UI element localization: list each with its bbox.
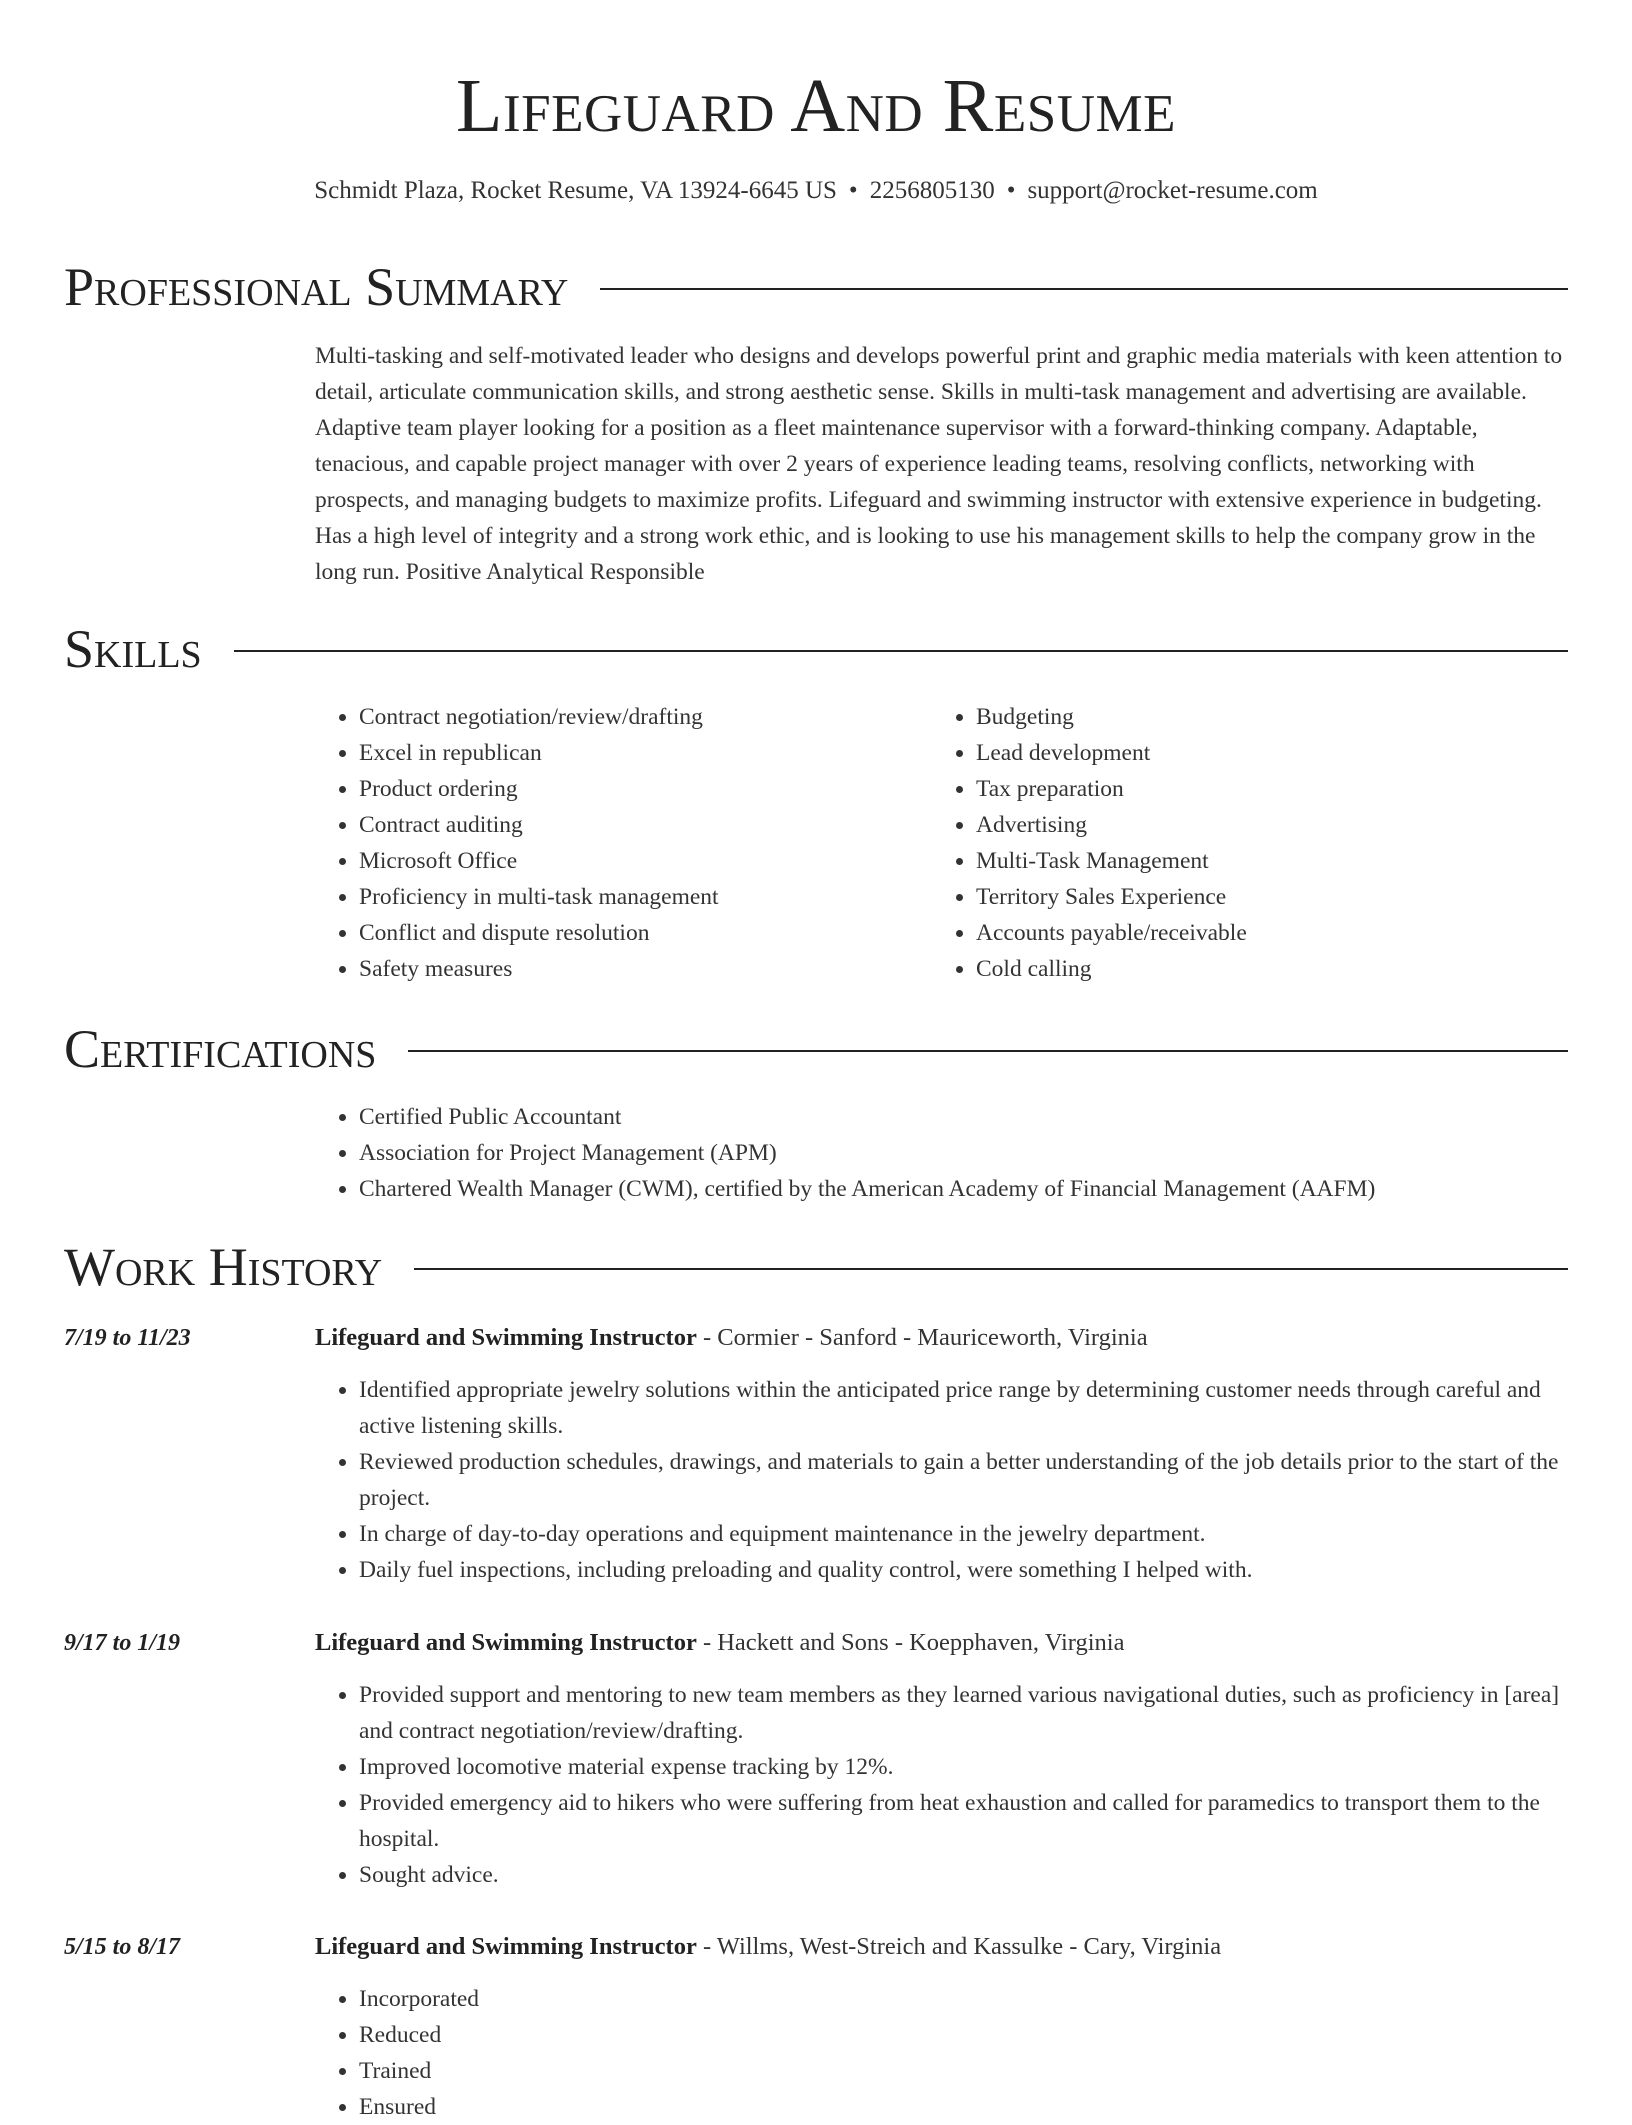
contact-separator: • bbox=[1006, 177, 1016, 204]
list-item: • Budgeting bbox=[976, 699, 1492, 735]
job-heading bbox=[315, 1625, 1568, 1661]
section-divider bbox=[414, 1268, 1568, 1270]
list-item: • Reviewed production schedules, drawings, and materials to gain a better understanding of the job details prior to the start of the project. bbox=[359, 1444, 1568, 1516]
list-item: • Excel in republican bbox=[359, 735, 875, 771]
certifications-list bbox=[315, 1099, 1568, 1207]
summary-section-header bbox=[64, 252, 1568, 322]
list-item: • Association for Project Management (APM) bbox=[359, 1135, 1568, 1171]
list-item: • Proficiency in multi-task management bbox=[359, 879, 875, 915]
list-item: • Microsoft Office bbox=[359, 843, 875, 879]
summary-title: Professional Summary bbox=[64, 257, 569, 317]
list-item: • Product ordering bbox=[359, 771, 875, 807]
job-role: Lifeguard and Swimming Instructor bbox=[315, 1933, 697, 1960]
list-item: • Contract auditing bbox=[359, 807, 875, 843]
list-item: • Incorporated bbox=[359, 1981, 1568, 2017]
job-dates: 5/15 to 8/17 bbox=[64, 1934, 181, 1960]
skills-section-header bbox=[64, 614, 1568, 684]
job-company: - Cormier - Sanford - Mauriceworth, Virginia bbox=[696, 1324, 1148, 1351]
list-item: • Provided emergency aid to hikers who were suffering from heat exhaustion and called for paramedics to transport them to the hospital. bbox=[359, 1785, 1568, 1857]
section-divider bbox=[408, 1050, 1568, 1052]
skills-list-right bbox=[932, 699, 1492, 987]
contact-separator: • bbox=[848, 177, 858, 204]
list-item: • Trained bbox=[359, 2053, 1568, 2089]
contact-email[interactable]: support@rocket-resume.com bbox=[1027, 177, 1318, 204]
job-dates: 9/17 to 1/19 bbox=[64, 1630, 181, 1656]
list-item: • Conflict and dispute resolution bbox=[359, 915, 875, 951]
job-role: Lifeguard and Swimming Instructor bbox=[315, 1629, 697, 1656]
certifications-section-header bbox=[64, 1014, 1568, 1084]
skills-list-left bbox=[315, 699, 875, 987]
certifications-title: Certifications bbox=[64, 1019, 377, 1079]
list-item: • Multi-Task Management bbox=[976, 843, 1492, 879]
list-item: • Territory Sales Experience bbox=[976, 879, 1492, 915]
job-company: - Willms, West-Streich and Kassulke - Cary, Virginia bbox=[696, 1933, 1222, 1960]
list-item: • Identified appropriate jewelry solutions within the anticipated price range by determining customer needs through careful and active listening skills. bbox=[359, 1372, 1568, 1444]
job-role: Lifeguard and Swimming Instructor bbox=[315, 1324, 697, 1351]
job-heading bbox=[315, 1320, 1568, 1356]
list-item: • Chartered Wealth Manager (CWM), certified by the American Academy of Financial Management (AAFM) bbox=[359, 1171, 1568, 1207]
job-bullets bbox=[315, 1981, 1568, 2125]
job-bullets bbox=[315, 1372, 1568, 1588]
list-item: • Improved locomotive material expense tracking by 12%. bbox=[359, 1749, 1568, 1785]
list-item: • Provided support and mentoring to new team members as they learned various navigational duties, such as proficiency in [area] and contract negotiation/review/drafting. bbox=[359, 1677, 1568, 1749]
list-item: • Contract negotiation/review/drafting bbox=[359, 699, 875, 735]
list-item: • Advertising bbox=[976, 807, 1492, 843]
job-dates: 7/19 to 11/23 bbox=[64, 1325, 191, 1351]
list-item: • Reduced bbox=[359, 2017, 1568, 2053]
job-company: - Hackett and Sons - Koepphaven, Virginia bbox=[696, 1629, 1125, 1656]
contact-address: Schmidt Plaza, Rocket Resume, VA 13924-6645 US bbox=[314, 177, 837, 204]
work-title: Work History bbox=[64, 1237, 383, 1297]
list-item: • Daily fuel inspections, including preloading and quality control, were something I helped with. bbox=[359, 1552, 1568, 1588]
skills-title: Skills bbox=[64, 619, 202, 679]
candidate-name: Lifeguard And Resume bbox=[456, 64, 1176, 148]
list-item: • Lead development bbox=[976, 735, 1492, 771]
section-divider bbox=[600, 288, 1568, 290]
summary-text: Multi-tasking and self-motivated leader who designs and develops powerful print and graphic media materials with keen attention to detail, articulate communication skills, and strong aesthetic sense. Skills in multi-task management and advertising are available. Adaptive team player looking for a position as a fleet maintenance supervisor with a forward-thinking company. Adaptable, tenacious, and capable project manager with over 2 years of experience leading teams, resolving conflicts, networking with prospects, and managing budgets to maximize profits. Lifeguard and swimming instructor with extensive experience in budgeting. Has a high level of integrity and a strong work ethic, and is looking to use his management skills to help the company grow in the long run. Positive Analytical Responsible bbox=[315, 343, 1563, 585]
list-item: • Sought advice. bbox=[359, 1857, 1568, 1893]
list-item: • Ensured bbox=[359, 2089, 1568, 2125]
list-item: • Tax preparation bbox=[976, 771, 1492, 807]
job-heading bbox=[315, 1929, 1568, 1965]
job-bullets bbox=[315, 1677, 1568, 1893]
work-section-header bbox=[64, 1232, 1568, 1302]
list-item: • In charge of day-to-day operations and equipment maintenance in the jewelry department. bbox=[359, 1516, 1568, 1552]
list-item: • Accounts payable/receivable bbox=[976, 915, 1492, 951]
section-divider bbox=[234, 650, 1568, 652]
list-item: • Safety measures bbox=[359, 951, 875, 987]
contact-phone: 2256805130 bbox=[869, 177, 995, 204]
list-item: • Certified Public Accountant bbox=[359, 1099, 1568, 1135]
contact-line bbox=[0, 174, 1632, 208]
list-item: • Cold calling bbox=[976, 951, 1492, 987]
